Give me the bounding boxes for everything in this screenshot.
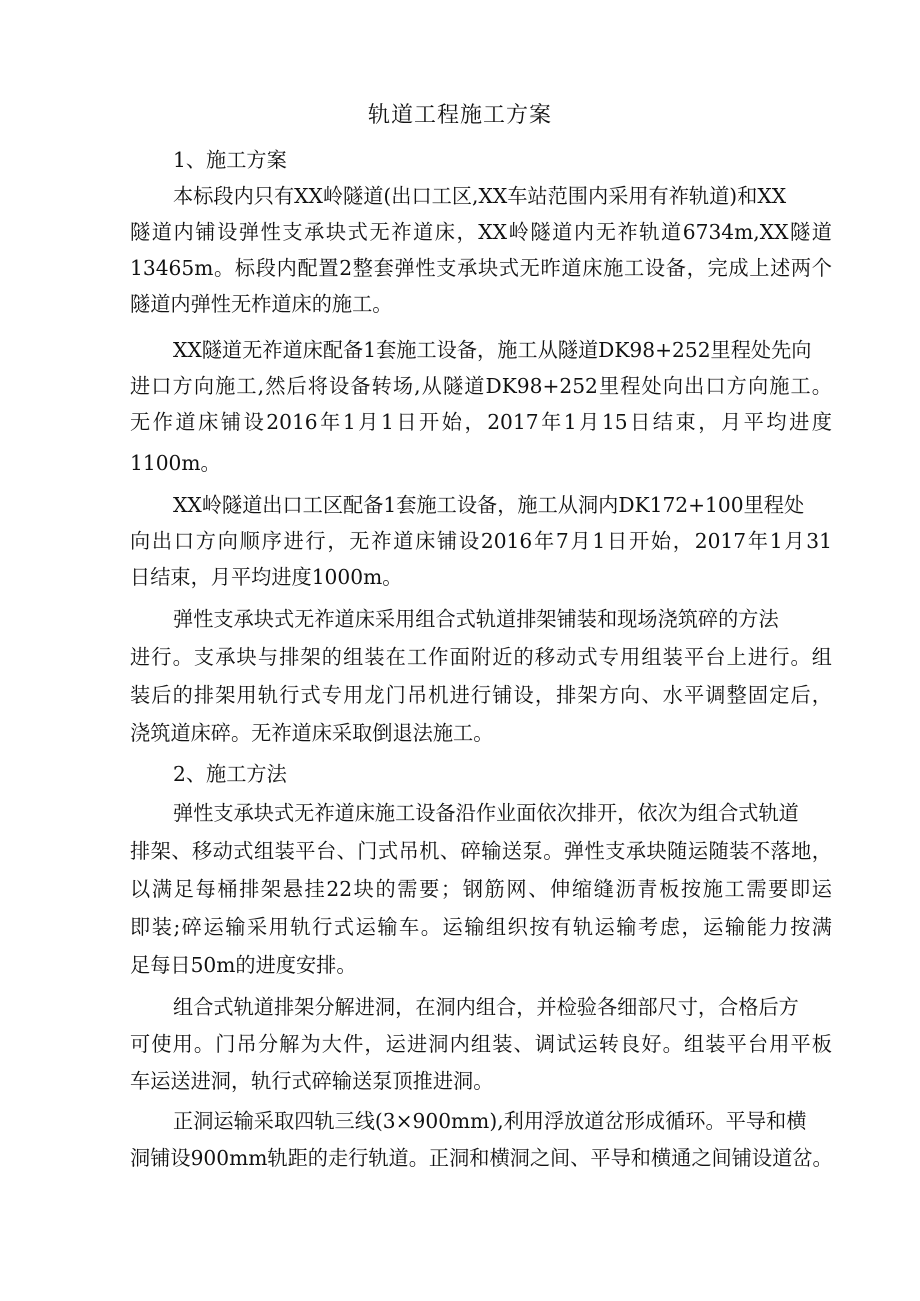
paragraph-line: 足每日50m的进度安排。 [130, 953, 357, 977]
paragraph-line: 无作道床铺设2016年1月1日开始，2017年1月15日结束，月平均进度 [130, 410, 832, 434]
paragraph-line: 日结束，月平均进度1000m。 [130, 565, 403, 589]
paragraph-line: 1100m。 [130, 451, 221, 475]
paragraph-line: 向出口方向顺序进行，无祚道床铺设2016年7月1日开始，2017年1月31 [130, 529, 832, 553]
paragraph-line: 以满足每桶排架悬挂22块的需要；钢筋网、伸缩缝沥青板按施工需要即运 [130, 877, 832, 901]
paragraph-line: 装后的排架用轨行式专用龙门吊机进行铺设，排架方向、水平调整固定后， [130, 683, 832, 707]
paragraph-line: 弹性支承块式无祚道床采用组合式轨道排架铺装和现场浇筑碎的方法 [173, 607, 779, 631]
paragraph-line: 弹性支承块式无祚道床施工设备沿作业面依次排开，依次为组合式轨道 [173, 801, 799, 825]
paragraph-line: 车运送进洞，轨行式碎输送泵顶推进洞。 [130, 1069, 494, 1093]
paragraph-line: 进行。支承块与排架的组装在工作面附近的移动式专用组装平台上进行。组 [130, 645, 832, 669]
paragraph-line: 13465m。标段内配置2整套弹性支承块式无昨道床施工设备，完成上述两个 [130, 256, 832, 280]
section-heading-2: 2、施工方法 [173, 762, 287, 786]
paragraph-line: XX岭隧道出口工区配备1套施工设备，施工从洞内DK172+100里程处 [173, 493, 805, 517]
paragraph-line: XX隧道无祚道床配备1套施工设备，施工从隧道DK98+252里程处先向 [173, 338, 812, 362]
paragraph-line: 正洞运输采取四轨三线(3×900mm),利用浮放道岔形成循环。平导和横 [173, 1109, 807, 1133]
paragraph-line: 浇筑道床碎。无祚道床采取倒退法施工。 [130, 721, 494, 745]
paragraph-line: 排架、移动式组装平台、门式吊机、碎输送泵。弹性支承块随运随装不落地， [130, 839, 832, 863]
paragraph-line: 组合式轨道排架分解进洞，在洞内组合，并检验各细部尺寸，合格后方 [173, 995, 799, 1019]
paragraph-line: 本标段内只有XX岭隧道(出口工区,XX车站范围内采用有祚轨道)和XX [173, 184, 787, 208]
section-heading-1: 1、施工方案 [173, 148, 287, 172]
paragraph-line: 隧道内弹性无柞道床的施工。 [130, 292, 393, 316]
paragraph-line: 可使用。门吊分解为大件，运进洞内组装、调试运转良好。组装平台用平板 [130, 1032, 832, 1056]
paragraph-line: 洞铺设900mm轨距的走行轨道。正洞和横洞之间、平导和横通之间铺设道岔。 [130, 1146, 833, 1170]
paragraph-line: 进口方向施工,然后将设备转场,从隧道DK98+252里程处向出口方向施工。 [130, 374, 832, 398]
paragraph-line: 即装;碎运输采用轨行式运输车。运输组织按有轨运输考虑，运输能力按满 [130, 915, 832, 939]
paragraph-line: 隧道内铺设弹性支承块式无祚道床，XX岭隧道内无祚轨道6734m,XX隧道 [130, 220, 832, 244]
document-title: 轨道工程施工方案 [367, 103, 552, 128]
